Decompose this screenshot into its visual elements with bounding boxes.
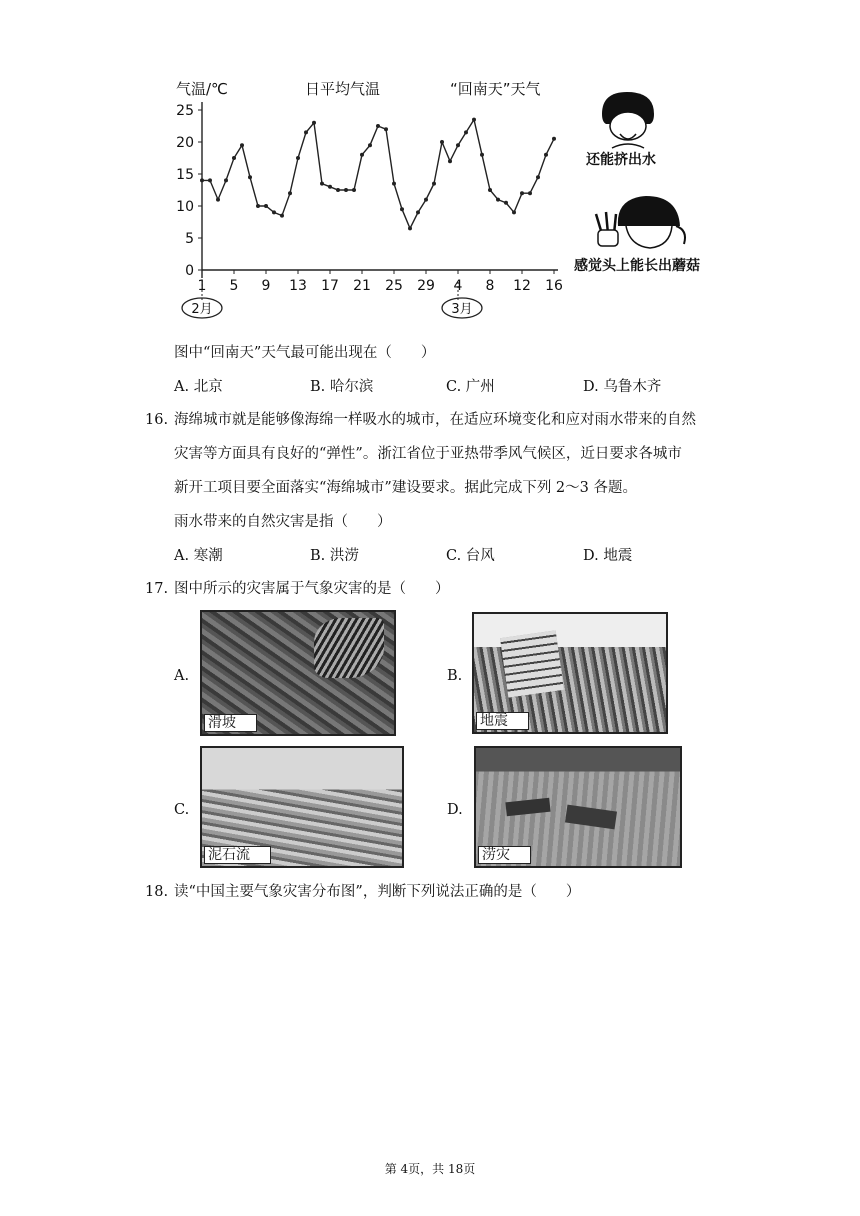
temperature-chart <box>170 74 570 324</box>
q17-stem: 图中所示的灾害属于气象灾害的是（ ） <box>174 581 450 597</box>
q17-option-d-letter: D. <box>447 802 463 818</box>
data-point <box>224 178 228 182</box>
data-point <box>376 124 380 128</box>
data-point <box>424 198 428 202</box>
data-point <box>200 178 204 182</box>
q18-number: 18. <box>145 884 169 900</box>
photo-label-debris-flow: 泥石流 <box>204 846 271 864</box>
photo-label-earthquake: 地震 <box>476 712 529 730</box>
data-point <box>448 159 452 163</box>
page-footer: 第 4页，共 18页 <box>384 1162 476 1176</box>
series-line <box>202 120 554 229</box>
data-point <box>408 226 412 230</box>
y-axis-label: 气温/℃ <box>176 80 228 98</box>
data-point <box>472 118 476 122</box>
q17-option-c-letter: C. <box>174 802 190 818</box>
photo-earthquake <box>472 612 668 734</box>
y-tick-label: 25 <box>176 103 194 119</box>
data-point <box>416 210 420 214</box>
data-point <box>400 207 404 211</box>
q15-option-b: B. 哈尔滨 <box>310 379 374 395</box>
data-point <box>368 143 372 147</box>
cartoon-caption-top: 还能挤出水 <box>586 152 656 168</box>
q16-line-3: 新开工项目要全面落实“海绵城市”建设要求。据此完成下列 2～3 各题。 <box>174 480 637 496</box>
q16-number: 16. <box>145 412 169 428</box>
q15-option-d: D. 乌鲁木齐 <box>583 379 662 395</box>
data-point <box>208 178 212 182</box>
x-tick-label: 29 <box>417 278 435 294</box>
q16-line-1: 海绵城市就是能够像海绵一样吸水的城市，在适应环境变化和应对雨水带来的自然 <box>174 412 696 428</box>
data-point <box>256 204 260 208</box>
series-points <box>200 118 556 231</box>
data-point <box>528 191 532 195</box>
y-tick-label: 0 <box>185 263 194 279</box>
q16-stem: 雨水带来的自然灾害是指（ ） <box>174 514 392 530</box>
data-point <box>384 127 388 131</box>
data-point <box>264 204 268 208</box>
data-point <box>352 188 356 192</box>
y-tick-label: 20 <box>176 135 194 151</box>
data-point <box>312 121 316 125</box>
q16-option-b: B. 洪涝 <box>310 548 359 564</box>
data-point <box>328 185 332 189</box>
data-point <box>536 175 540 179</box>
q15-option-c: C. 广州 <box>446 379 495 395</box>
data-point <box>504 201 508 205</box>
y-tick-label: 15 <box>176 167 194 183</box>
data-point <box>496 198 500 202</box>
q16-option-a: A. 寒潮 <box>174 548 223 564</box>
photo-debris-flow <box>200 746 404 868</box>
svg-text:2月: 2月 <box>191 302 213 317</box>
x-tick-label: 9 <box>261 278 271 294</box>
photo-label-flood: 涝灾 <box>478 846 531 864</box>
data-point <box>464 130 468 134</box>
chart-title: 日平均气温 <box>305 80 381 98</box>
chart-axes <box>202 102 558 278</box>
x-tick-labels <box>198 270 563 294</box>
photo-landslide <box>200 610 396 736</box>
data-point <box>440 140 444 144</box>
photo-label-landslide: 滑坡 <box>204 714 257 732</box>
data-point <box>288 191 292 195</box>
data-point <box>240 143 244 147</box>
q15-option-a: A. 北京 <box>174 379 223 395</box>
data-point <box>456 143 460 147</box>
cartoon-caption-bottom: 感觉头上能长出蘑菇 <box>574 258 700 274</box>
x-tick-label: 5 <box>229 278 239 294</box>
data-point <box>392 182 396 186</box>
x-tick-label: 4 <box>453 278 463 294</box>
data-point <box>512 210 516 214</box>
q16-option-c: C. 台风 <box>446 548 495 564</box>
x-tick-label: 12 <box>513 278 531 294</box>
q17-option-a-letter: A. <box>174 668 190 684</box>
data-point <box>520 191 524 195</box>
data-point <box>552 137 556 141</box>
x-tick-label: 17 <box>321 278 339 294</box>
q16-option-d: D. 地震 <box>583 548 633 564</box>
q17-number: 17. <box>145 581 169 597</box>
q17-option-b-letter: B. <box>447 668 463 684</box>
chart-annotation: “回南天”天气 <box>450 80 541 98</box>
cartoon-illustration <box>572 84 732 284</box>
y-tick-labels <box>176 103 202 279</box>
data-point <box>320 182 324 186</box>
q16-line-2: 灾害等方面具有良好的“弹性”。浙江省位于亚热带季风气候区，近日要求各城市 <box>174 446 682 462</box>
data-point <box>360 153 364 157</box>
data-point <box>296 156 300 160</box>
data-point <box>304 130 308 134</box>
data-point <box>280 214 284 218</box>
x-tick-label: 25 <box>385 278 403 294</box>
x-tick-label: 16 <box>545 278 563 294</box>
svg-text:3月: 3月 <box>451 302 473 317</box>
x-tick-label: 8 <box>485 278 495 294</box>
data-point <box>344 188 348 192</box>
y-tick-label: 10 <box>176 199 194 215</box>
hands-on-head-icon <box>596 196 685 248</box>
data-point <box>336 188 340 192</box>
q18-stem: 读“中国主要气象灾害分布图”，判断下列说法正确的是（ ） <box>174 884 581 900</box>
data-point <box>544 153 548 157</box>
data-point <box>272 210 276 214</box>
data-point <box>488 188 492 192</box>
month-marker-feb <box>182 282 222 318</box>
photo-flood <box>474 746 682 868</box>
x-tick-label: 1 <box>197 278 207 294</box>
data-point <box>432 182 436 186</box>
data-point <box>248 175 252 179</box>
q15-stem: 图中“回南天”天气最可能出现在（ ） <box>174 345 436 361</box>
y-tick-label: 5 <box>185 231 194 247</box>
x-tick-label: 21 <box>353 278 371 294</box>
data-point <box>232 156 236 160</box>
squeezing-face-icon <box>602 92 654 148</box>
data-point <box>480 153 484 157</box>
data-point <box>216 198 220 202</box>
x-tick-label: 13 <box>289 278 307 294</box>
